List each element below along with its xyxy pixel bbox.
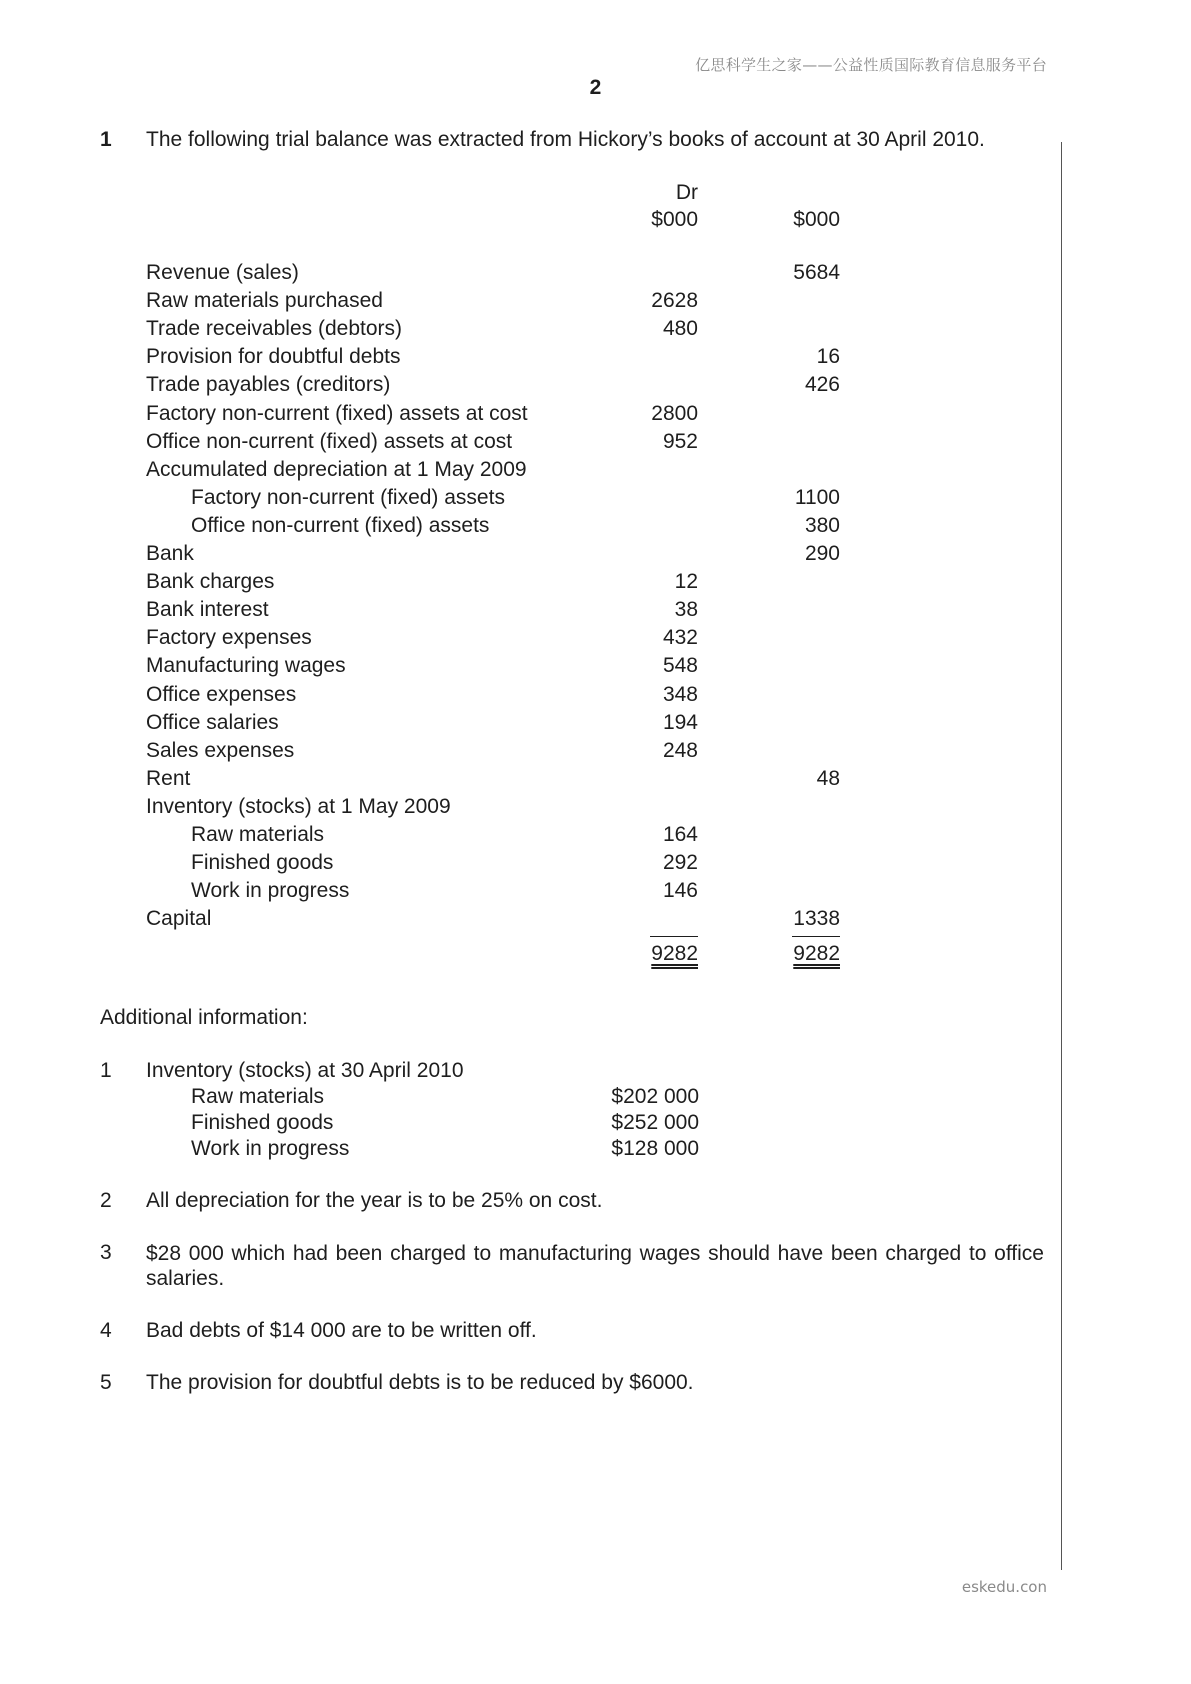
table-row — [0, 795, 1191, 823]
watermark-top: 亿思科学生之家——公益性质国际教育信息服务平台 — [695, 56, 1047, 74]
note-text: The provision for doubtful debts is to be reduced by $6000. — [146, 1371, 694, 1394]
note-number: 5 — [100, 1371, 112, 1394]
inventory-row — [0, 1111, 1191, 1137]
table-row — [0, 402, 1191, 430]
table-row — [0, 823, 1191, 851]
note-number: 1 — [100, 1059, 112, 1082]
table-row — [0, 430, 1191, 458]
table-row — [0, 570, 1191, 598]
table-row — [0, 598, 1191, 626]
dr-subtotal-line — [650, 936, 698, 937]
dr-amount: 12 — [674, 570, 698, 594]
row-label: Factory non-current (fixed) assets at cost — [146, 401, 528, 425]
dr-amount: 164 — [662, 823, 698, 846]
table-row — [0, 767, 1191, 795]
row-label: Accumulated depreciation at 1 May 2009 — [146, 457, 527, 481]
dr-heading: Dr — [675, 181, 698, 204]
dr-amount: 548 — [662, 654, 698, 678]
dr-amount: 2628 — [651, 289, 698, 313]
table-row — [0, 654, 1191, 682]
row-label: Trade receivables (debtors) — [146, 317, 402, 341]
table-row — [0, 907, 1191, 935]
dr-amount: 146 — [662, 879, 698, 903]
row-label: Bank — [146, 542, 194, 565]
row-label: Revenue (sales) — [146, 261, 299, 284]
table-row — [0, 317, 1191, 345]
table-row — [0, 683, 1191, 711]
row-label: Raw materials purchased — [146, 289, 383, 313]
dr-amount: 194 — [662, 710, 698, 734]
row-label: Bank charges — [146, 570, 275, 594]
table-row — [0, 879, 1191, 907]
row-label: Bank interest — [146, 598, 269, 622]
dr-amount: 952 — [662, 429, 698, 453]
dr-amount: 432 — [662, 626, 698, 650]
dr-amount: 480 — [662, 317, 698, 341]
table-row — [0, 626, 1191, 654]
table-row — [0, 289, 1191, 317]
row-label: Provision for doubtful debts — [146, 345, 401, 369]
note-text: Inventory (stocks) at 30 April 2010 — [146, 1059, 464, 1082]
dr-amount: 248 — [662, 738, 698, 762]
cr-amount: 426 — [804, 373, 840, 397]
watermark-bottom: eskedu.con — [961, 1578, 1047, 1596]
cr-amount: 290 — [804, 542, 840, 565]
additional-info-heading: Additional information: — [100, 1006, 308, 1029]
row-label: Rent — [146, 766, 191, 790]
row-label: Factory non-current (fixed) assets — [191, 485, 505, 509]
table-row — [0, 345, 1191, 373]
inventory-amount: $252 000 — [611, 1111, 699, 1134]
cr-amount: 380 — [804, 513, 840, 537]
table-row — [0, 514, 1191, 542]
row-label: Office salaries — [146, 710, 279, 734]
inventory-label: Work in progress — [191, 1137, 350, 1160]
table-row — [0, 458, 1191, 486]
question-intro: The following trial balance was extracted from Hickory’s books of account at 30 April 2010. — [146, 128, 985, 151]
row-label: Work in progress — [191, 879, 350, 903]
table-row — [0, 711, 1191, 739]
dr-unit: $000 — [651, 208, 698, 231]
note-number: 4 — [100, 1319, 112, 1342]
row-label: Sales expenses — [146, 738, 295, 762]
note-number: 2 — [100, 1189, 112, 1212]
note-text: All depreciation for the year is to be 25% on cost. — [146, 1189, 603, 1212]
inventory-row — [0, 1085, 1191, 1111]
total-dr: 9282 — [651, 942, 698, 965]
dr-amount: 2800 — [651, 401, 698, 425]
row-label: Inventory (stocks) at 1 May 2009 — [146, 794, 451, 818]
row-label: Finished goods — [191, 851, 334, 875]
inventory-row — [0, 1137, 1191, 1163]
inventory-amount: $202 000 — [611, 1085, 699, 1108]
cr-amount: 48 — [816, 766, 840, 790]
cr-amount: 16 — [816, 345, 840, 369]
inventory-label: Raw materials — [191, 1085, 325, 1108]
note-text: $28 000 which had been charged to manufacturing wages should have been charged to office salaries. — [146, 1242, 1044, 1290]
cr-subtotal-line — [792, 936, 840, 937]
dr-amount: 38 — [674, 598, 698, 622]
row-label: Factory expenses — [146, 626, 312, 650]
cr-amount: 1100 — [794, 485, 840, 509]
row-label: Capital — [146, 907, 212, 931]
inventory-amount: $128 000 — [611, 1137, 699, 1160]
row-label: Office non-current (fixed) assets — [191, 513, 490, 537]
dr-amount: 292 — [662, 851, 698, 875]
table-row — [0, 486, 1191, 514]
row-label: Office expenses — [146, 682, 297, 706]
row-label: Manufacturing wages — [146, 654, 346, 678]
total-cr: 9282 — [793, 942, 840, 965]
note-text: Bad debts of $14 000 are to be written off. — [146, 1319, 537, 1342]
question-number: 1 — [100, 128, 112, 151]
note-number: 3 — [100, 1241, 112, 1264]
inventory-label: Finished goods — [191, 1111, 334, 1134]
table-row — [0, 373, 1191, 401]
table-row — [0, 542, 1191, 570]
dr-amount: 348 — [662, 682, 698, 706]
row-label: Office non-current (fixed) assets at cost — [146, 429, 513, 453]
page-number: 2 — [589, 76, 602, 99]
table-row — [0, 851, 1191, 879]
table-row — [0, 739, 1191, 767]
cr-amount: 1338 — [793, 907, 840, 931]
table-row — [0, 261, 1191, 289]
cr-amount: 5684 — [793, 261, 840, 284]
row-label: Raw materials — [191, 823, 325, 846]
row-label: Trade payables (creditors) — [146, 373, 391, 397]
cr-unit: $000 — [793, 208, 840, 231]
